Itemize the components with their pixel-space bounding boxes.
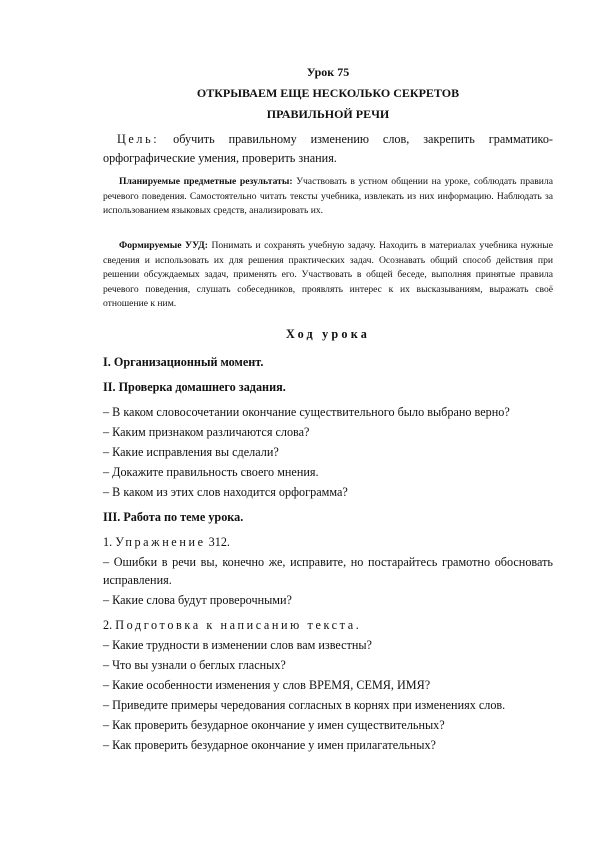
exercise-number: 312. — [208, 535, 230, 549]
uud-block — [103, 239, 553, 312]
homework-question-2: – Каким признаком различаются слова? — [103, 425, 310, 439]
exercise-line-2: – Какие слова будут проверочными? — [103, 593, 292, 607]
lesson-title-line2: ПРАВИЛЬНОЙ РЕЧИ — [266, 107, 390, 121]
uud-label: Формируемые УУД: — [119, 240, 208, 251]
section-2-heading: II. Проверка домашнего задания. — [103, 380, 286, 394]
lesson-number: Урок 75 — [306, 65, 350, 79]
homework-question-1: – В каком словосочетании окончание существительного было выбрано верно? — [103, 405, 510, 419]
planned-label: Планируемые предметные результаты: — [119, 176, 293, 187]
course-heading: Ход урока — [285, 327, 371, 341]
prep-line-2: – Что вы узнали о беглых гласных? — [103, 658, 286, 672]
lesson-goal — [103, 130, 553, 167]
goal-label: Цель: — [117, 132, 160, 146]
prep-line-1: – Какие трудности в изменении слов вам известны? — [103, 638, 372, 652]
goal-text: обучить правильному изменению слов, закрепить грамматико-орфографические умения, проверить знания. — [103, 132, 553, 165]
planned-text: Участвовать в устном общении на уроке, соблюдать правила речевого поведения. Самостоятельно читать тексты учебника, извлекать из них информацию. Наблюдать за использованием языковых средств, анализировать их. — [103, 176, 553, 217]
prep-line-6: – Как проверить безударное окончание у имен прилагательных? — [103, 738, 436, 752]
homework-question-5: – В каком из этих слов находится орфограмма? — [103, 485, 348, 499]
prep-line-5: – Как проверить безударное окончание у имен существительных? — [103, 718, 445, 732]
homework-question-4: – Докажите правильность своего мнения. — [103, 465, 319, 479]
section-1-heading: I. Организационный момент. — [103, 355, 264, 369]
exercise-line-1: – Ошибки в речи вы, конечно же, исправите, но постарайтесь грамотно обосновать исправления. — [103, 555, 553, 587]
prep-line-3: – Какие особенности изменения у слов ВРЕМЯ, СЕМЯ, ИМЯ? — [103, 678, 431, 692]
prep-line-4: – Приведите примеры чередования согласных в корнях при изменениях слов. — [103, 698, 506, 712]
planned-results — [103, 175, 553, 219]
prep-heading: 2. Подготовка к написанию текста. — [103, 618, 362, 632]
prep-label: Подготовка к написанию текста. — [115, 618, 362, 632]
lesson-header — [103, 64, 553, 122]
lesson-title-line1: ОТКРЫВАЕМ ЕЩЕ НЕСКОЛЬКО СЕКРЕТОВ — [196, 86, 460, 100]
exercise-label: Упражнение — [115, 535, 206, 549]
homework-question-3: – Какие исправления вы сделали? — [103, 445, 279, 459]
section-3-heading: III. Работа по теме урока. — [103, 510, 244, 524]
exercise-heading: 1. Упражнение 312. — [103, 535, 230, 549]
uud-text: Понимать и сохранять учебную задачу. Находить в материалах учебника нужные сведения и использовать их для решения практических задач. Осознавать общий способ действия при решении обсуждаемых задач, применять его. Участвовать в общей беседе, выполняя принятые правила речевого поведения, слушать собеседников, проявлять интерес к их высказываниям, выражать своё отношение к ним. — [103, 240, 553, 310]
lesson-body — [103, 353, 553, 754]
